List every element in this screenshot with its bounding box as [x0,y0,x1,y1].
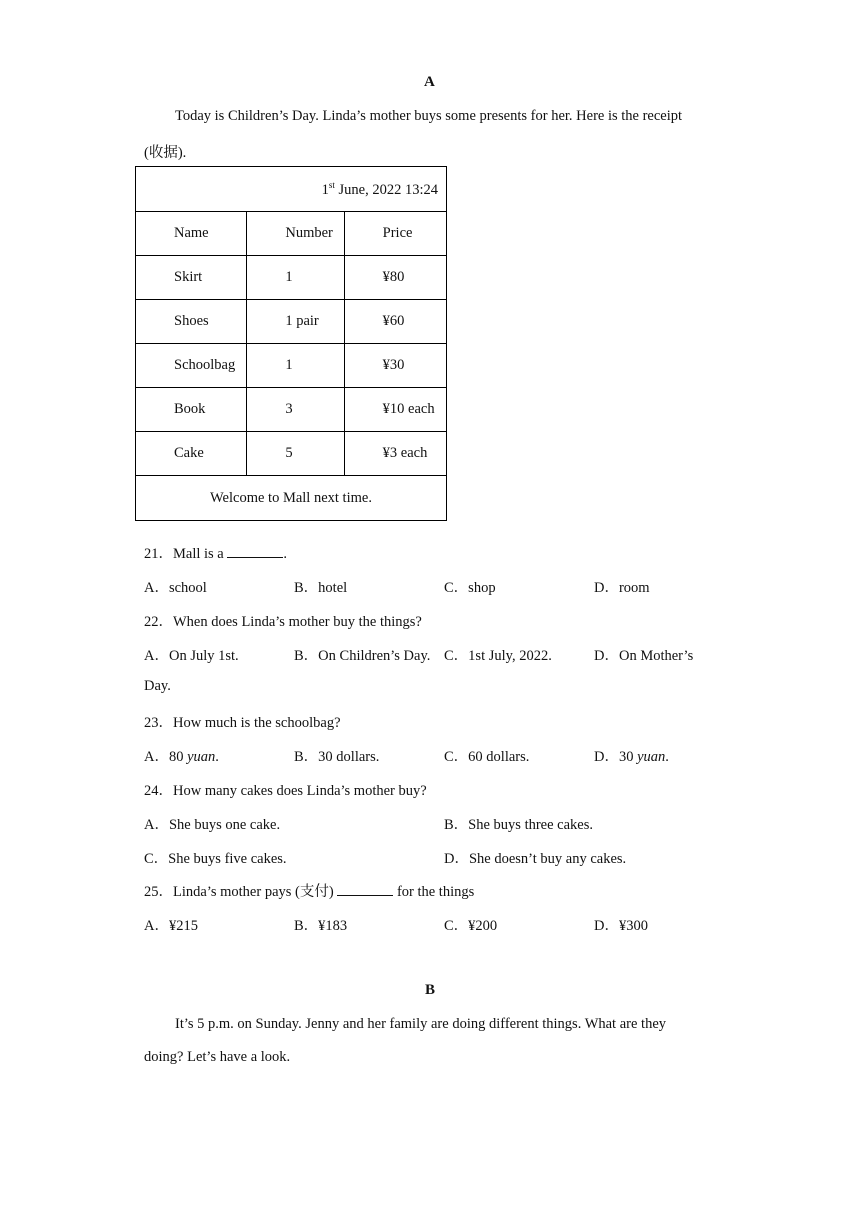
q21-option-a[interactable]: A．school [144,580,207,596]
q23-option-a[interactable] [144,745,219,766]
q25-option-b[interactable]: B．¥183 [294,918,348,934]
receipt-footer: Welcome to Mall next time. [136,476,447,521]
section-a-heading: A [424,74,435,90]
item-number: 1 pair [247,300,344,344]
q23-option-b[interactable]: B．30 dollars. [294,749,380,765]
answer-blank [337,883,393,896]
passage-a-line-1: Today is Children’s Day. Linda’s mother buys some presents for her. Here is the receipt [175,108,683,124]
item-name: Skirt [136,256,247,300]
question-22: 22．When does Linda’s mother buy the things? [144,614,422,630]
q21-option-d[interactable]: D．room [594,580,650,596]
receipt-table [135,166,447,521]
question-21-text: 21．Mall is a [144,546,228,562]
section-b-heading: B [425,982,436,998]
question-25-text: 25．Linda’s mother pays (支付) [144,884,338,900]
table-row [136,300,447,344]
item-name: Shoes [136,300,247,344]
receipt-header-row [136,212,447,256]
q23-option-d-period: . [665,749,669,765]
q25-option-d[interactable]: D．¥300 [594,918,648,934]
item-number: 1 [247,344,344,388]
q22-option-d-wrap[interactable]: Day. [144,678,171,694]
q23-option-d-unit: yuan [637,749,666,765]
q23-option-c[interactable]: C．60 dollars. [444,749,530,765]
item-price: ¥3 each [344,432,446,476]
receipt-date-suffix: st [328,179,335,190]
q23-option-a-text: A．80 [144,749,188,765]
receipt-date-rest: June, 2022 13:24 [334,181,438,198]
item-number: 5 [247,432,344,476]
q24-option-d[interactable]: D．She doesn’t buy any cakes. [444,851,627,867]
item-price: ¥30 [344,344,446,388]
item-price: ¥80 [344,256,446,300]
table-row [136,344,447,388]
q21-option-c[interactable]: C．shop [444,580,496,596]
q23-option-a-unit: yuan [187,749,216,765]
item-price: ¥60 [344,300,446,344]
q22-option-d[interactable]: D．On Mother’s [594,648,694,664]
question-25-end: for the things [393,884,475,900]
header-price: Price [344,212,446,256]
q25-option-a[interactable]: A．¥215 [144,918,198,934]
receipt-date-row [136,167,447,212]
item-name: Schoolbag [136,344,247,388]
item-number: 1 [247,256,344,300]
question-25 [144,880,474,901]
receipt-footer-row [136,476,447,521]
question-21-end: . [283,546,287,562]
q23-option-a-period: . [215,749,219,765]
item-number: 3 [247,388,344,432]
q22-option-a[interactable]: A．On July 1st. [144,648,239,664]
receipt-date-day: 1 [321,181,329,198]
item-price: ¥10 each [344,388,446,432]
q21-option-b[interactable]: B．hotel [294,580,348,596]
table-row [136,256,447,300]
q24-option-c[interactable]: C．She buys five cakes. [144,851,287,867]
table-row [136,388,447,432]
q24-option-b[interactable]: B．She buys three cakes. [444,817,593,833]
question-21 [144,542,287,563]
receipt-date [136,167,447,212]
header-number: Number [247,212,344,256]
q23-option-d-text: D．30 [594,749,638,765]
q25-option-c[interactable]: C．¥200 [444,918,498,934]
q23-option-d[interactable] [594,745,669,766]
q22-option-c[interactable]: C．1st July, 2022. [444,648,552,664]
passage-a-line-2: (收据). [144,145,187,161]
q24-option-a[interactable]: A．She buys one cake. [144,817,281,833]
table-row [136,432,447,476]
header-name: Name [136,212,247,256]
item-name: Book [136,388,247,432]
answer-blank [227,545,283,558]
item-name: Cake [136,432,247,476]
question-23: 23．How much is the schoolbag? [144,715,341,731]
q22-option-b[interactable]: B．On Children’s Day. [294,648,431,664]
passage-b-line-2: doing? Let’s have a look. [144,1049,291,1065]
question-24: 24．How many cakes does Linda’s mother buy? [144,783,427,799]
passage-b-line-1: It’s 5 p.m. on Sunday. Jenny and her family are doing different things. What are they [175,1016,667,1032]
